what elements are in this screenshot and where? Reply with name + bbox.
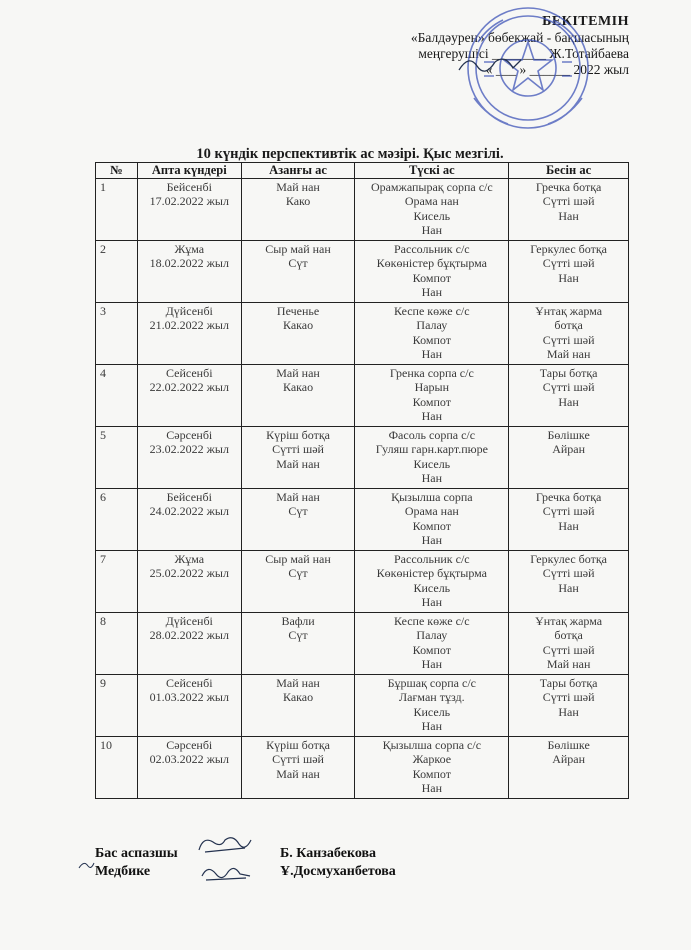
- row-number: 9: [96, 675, 138, 737]
- table-row: [96, 737, 629, 799]
- snack-item: Сүтті шәй: [542, 332, 595, 347]
- snack-item: Бөлішке: [547, 738, 590, 752]
- lunch-item: Орама нан: [404, 504, 459, 519]
- lunch-item: Компот: [412, 394, 451, 409]
- snack-cell: [509, 179, 629, 241]
- lunch-item: Палау: [416, 318, 448, 333]
- chef-signature-line: [95, 845, 396, 863]
- snack-item: Айран: [552, 442, 586, 457]
- day-item: Сәрсенбі: [166, 738, 213, 752]
- snack-item: Гречка ботқа: [535, 180, 602, 194]
- snack-item: Май нан: [546, 657, 591, 672]
- day-item: Бейсенбі: [166, 490, 212, 504]
- snack-item: Нан: [558, 394, 579, 409]
- breakfast-item: Май нан: [276, 676, 320, 690]
- menu-table: [95, 162, 629, 799]
- breakfast-item: Какао: [282, 690, 314, 705]
- breakfast-cell: [241, 613, 355, 675]
- day-item: 22.02.2022 жыл: [149, 380, 229, 395]
- breakfast-item: Күріш ботқа: [266, 428, 331, 442]
- breakfast-item: Май нан: [276, 456, 320, 471]
- breakfast-item: Күріш ботқа: [266, 738, 331, 752]
- lunch-item: Орамжапырақ сорпа с/с: [370, 180, 493, 194]
- lunch-item: Компот: [412, 642, 451, 657]
- breakfast-item: Сыр май нан: [265, 242, 331, 256]
- day-item: 02.03.2022 жыл: [149, 752, 229, 767]
- lunch-item: Нан: [421, 595, 443, 610]
- table-row: [96, 613, 629, 675]
- nurse-signature-line: [95, 863, 396, 881]
- breakfast-item: Сүтті шәй: [272, 752, 324, 767]
- row-number: 2: [96, 241, 138, 303]
- lunch-item: Орама нан: [404, 194, 459, 209]
- snack-item: Сүтті шәй: [542, 690, 595, 705]
- row-number: 1: [96, 179, 138, 241]
- lunch-cell: [355, 427, 509, 489]
- snack-item: ботқа: [554, 628, 583, 643]
- snack-item: Сүтті шәй: [542, 566, 595, 581]
- row-number: 7: [96, 551, 138, 613]
- breakfast-item: Какао: [282, 380, 314, 395]
- breakfast-cell: [241, 365, 355, 427]
- day-item: Дүйсенбі: [165, 614, 213, 628]
- menu-table-body: [96, 179, 629, 799]
- page-title: 10 күндік перспективтік ас мәзірі. Қыс мезгілі.: [196, 146, 504, 162]
- snack-item: Май нан: [546, 347, 591, 362]
- lunch-item: Көкөністер бұқтырма: [376, 256, 487, 271]
- header-weekday: Апта күндері: [137, 163, 241, 179]
- header-lunch: Түскі ас: [355, 163, 509, 179]
- lunch-cell: [355, 179, 509, 241]
- lunch-item: Гренка сорпа с/с: [389, 366, 474, 380]
- snack-item: Сүтті шәй: [542, 256, 595, 271]
- lunch-item: Рассольник с/с: [394, 552, 470, 566]
- snack-cell: [509, 427, 629, 489]
- lunch-cell: [355, 675, 509, 737]
- breakfast-cell: [241, 179, 355, 241]
- weekday-cell: [137, 241, 241, 303]
- day-item: Сейсенбі: [165, 676, 213, 690]
- day-item: Сейсенбі: [165, 366, 213, 380]
- lunch-cell: [355, 551, 509, 613]
- day-item: Сәрсенбі: [166, 428, 213, 442]
- snack-item: Геркулес ботқа: [530, 242, 607, 256]
- breakfast-item: Какао: [282, 318, 314, 333]
- lunch-item: Лағман тұзд.: [399, 690, 465, 705]
- table-row: [96, 551, 629, 613]
- snack-cell: [509, 613, 629, 675]
- lunch-item: Нан: [421, 533, 443, 548]
- lunch-item: Нан: [421, 471, 443, 486]
- row-number: 6: [96, 489, 138, 551]
- lunch-item: Нан: [421, 409, 443, 424]
- lunch-cell: [355, 303, 509, 365]
- lunch-item: Компот: [412, 518, 451, 533]
- lunch-item: Кисель: [413, 580, 451, 595]
- lunch-item: Палау: [416, 628, 448, 643]
- day-item: 17.02.2022 жыл: [149, 194, 229, 209]
- table-row: [96, 241, 629, 303]
- snack-cell: [509, 489, 629, 551]
- nurse-role: Медбике: [95, 864, 151, 879]
- breakfast-cell: [241, 241, 355, 303]
- row-number: 8: [96, 613, 138, 675]
- snack-item: Нан: [558, 270, 579, 285]
- breakfast-cell: [241, 427, 355, 489]
- lunch-item: Нарын: [414, 380, 450, 395]
- header-breakfast: Азанғы ас: [241, 163, 355, 179]
- snack-item: Ұнтақ жарма: [535, 614, 603, 628]
- day-item: 18.02.2022 жыл: [149, 256, 229, 271]
- breakfast-cell: [241, 551, 355, 613]
- approval-line-3: « ___ » ______ 2022 жыл: [485, 62, 629, 77]
- lunch-item: Көкөністер бұқтырма: [376, 566, 487, 581]
- snack-item: Тары ботқа: [539, 676, 598, 690]
- lunch-item: Қызылша сорпа с/с: [382, 738, 482, 752]
- lunch-item: Нан: [421, 223, 443, 238]
- weekday-cell: [137, 613, 241, 675]
- day-item: 21.02.2022 жыл: [149, 318, 229, 333]
- weekday-cell: [137, 427, 241, 489]
- breakfast-item: Май нан: [276, 366, 320, 380]
- snack-item: Нан: [558, 518, 579, 533]
- snack-item: Бөлішке: [547, 428, 590, 442]
- snack-item: Нан: [558, 580, 579, 595]
- row-number: 5: [96, 427, 138, 489]
- lunch-cell: [355, 365, 509, 427]
- chef-role: Бас аспазшы: [95, 846, 178, 861]
- header-snack: Бесін ас: [509, 163, 629, 179]
- breakfast-item: Сүтті шәй: [272, 442, 324, 457]
- snack-item: Сүтті шәй: [542, 380, 595, 395]
- row-number: 4: [96, 365, 138, 427]
- breakfast-item: Сүт: [288, 504, 308, 519]
- breakfast-item: Сүт: [288, 628, 308, 643]
- header-number: №: [96, 163, 138, 179]
- lunch-item: Кеспе көже с/с: [394, 614, 470, 628]
- day-item: 24.02.2022 жыл: [149, 504, 229, 519]
- row-number: 10: [96, 737, 138, 799]
- lunch-item: Кеспе көже с/с: [394, 304, 470, 318]
- lunch-item: Жаркое: [412, 752, 452, 767]
- table-row: [96, 303, 629, 365]
- lunch-cell: [355, 613, 509, 675]
- breakfast-cell: [241, 303, 355, 365]
- lunch-cell: [355, 737, 509, 799]
- table-row: [96, 675, 629, 737]
- lunch-item: Кисель: [413, 208, 451, 223]
- approval-line-1: «Балдәурен» бөбекжай - бақшасының: [410, 30, 629, 45]
- lunch-cell: [355, 489, 509, 551]
- breakfast-item: Сыр май нан: [265, 552, 331, 566]
- snack-item: Сүтті шәй: [542, 504, 595, 519]
- breakfast-cell: [241, 737, 355, 799]
- day-item: Дүйсенбі: [165, 304, 213, 318]
- day-item: 01.03.2022 жыл: [149, 690, 229, 705]
- snack-cell: [509, 675, 629, 737]
- table-header-row: [96, 163, 629, 179]
- breakfast-item: Печенье: [276, 304, 320, 318]
- day-item: 25.02.2022 жыл: [149, 566, 229, 581]
- breakfast-cell: [241, 489, 355, 551]
- lunch-item: Нан: [421, 719, 443, 734]
- day-item: Жұма: [174, 242, 205, 256]
- snack-item: Геркулес ботқа: [530, 552, 607, 566]
- snack-cell: [509, 241, 629, 303]
- snack-item: Нан: [558, 208, 579, 223]
- breakfast-item: Май нан: [276, 490, 320, 504]
- lunch-item: Фасоль сорпа с/с: [388, 428, 476, 442]
- lunch-item: Компот: [412, 332, 451, 347]
- table-row: [96, 365, 629, 427]
- approval-heading: БЕКІТЕМІН: [542, 14, 629, 29]
- snack-cell: [509, 551, 629, 613]
- weekday-cell: [137, 551, 241, 613]
- breakfast-item: Сүт: [288, 566, 308, 581]
- lunch-item: Қызылша сорпа: [391, 490, 473, 504]
- snack-item: ботқа: [554, 318, 583, 333]
- weekday-cell: [137, 303, 241, 365]
- breakfast-cell: [241, 675, 355, 737]
- chef-name: Б. Канзабекова: [280, 846, 377, 861]
- weekday-cell: [137, 179, 241, 241]
- weekday-cell: [137, 365, 241, 427]
- lunch-item: Бұршақ сорпа с/с: [387, 676, 476, 690]
- footer-signatures: [95, 845, 396, 881]
- weekday-cell: [137, 489, 241, 551]
- day-item: Бейсенбі: [166, 180, 212, 194]
- weekday-cell: [137, 737, 241, 799]
- breakfast-item: Како: [285, 194, 311, 209]
- table-row: [96, 489, 629, 551]
- lunch-item: Гуляш гарн.карт.пюре: [375, 442, 488, 457]
- breakfast-item: Май нан: [276, 766, 320, 781]
- lunch-item: Компот: [412, 766, 451, 781]
- snack-item: Сүтті шәй: [542, 642, 595, 657]
- approval-block: [349, 14, 629, 78]
- lunch-item: Компот: [412, 270, 451, 285]
- snack-item: Нан: [558, 704, 579, 719]
- table-row: [96, 427, 629, 489]
- day-item: 28.02.2022 жыл: [149, 628, 229, 643]
- snack-item: Гречка ботқа: [535, 490, 602, 504]
- row-number: 3: [96, 303, 138, 365]
- snack-item: Айран: [552, 752, 586, 767]
- snack-item: Ұнтақ жарма: [535, 304, 603, 318]
- breakfast-item: Вафли: [281, 614, 315, 628]
- day-item: 23.02.2022 жыл: [149, 442, 229, 457]
- breakfast-item: Май нан: [276, 180, 320, 194]
- snack-cell: [509, 737, 629, 799]
- lunch-item: Кисель: [413, 456, 451, 471]
- lunch-item: Кисель: [413, 704, 451, 719]
- snack-item: Тары ботқа: [539, 366, 598, 380]
- lunch-item: Нан: [421, 781, 443, 796]
- snack-item: Сүтті шәй: [542, 194, 595, 209]
- lunch-item: Нан: [421, 657, 443, 672]
- table-row: [96, 179, 629, 241]
- margin-mark: [76, 858, 96, 872]
- snack-cell: [509, 365, 629, 427]
- breakfast-item: Сүт: [288, 256, 308, 271]
- nurse-name: Ұ.Досмуханбетова: [280, 864, 396, 879]
- day-item: Жұма: [174, 552, 205, 566]
- lunch-item: Нан: [421, 285, 443, 300]
- approval-line-2: меңгерушісі ________ Ж.Тотайбаева: [418, 46, 629, 61]
- weekday-cell: [137, 675, 241, 737]
- lunch-item: Нан: [421, 347, 443, 362]
- snack-cell: [509, 303, 629, 365]
- lunch-cell: [355, 241, 509, 303]
- lunch-item: Рассольник с/с: [394, 242, 470, 256]
